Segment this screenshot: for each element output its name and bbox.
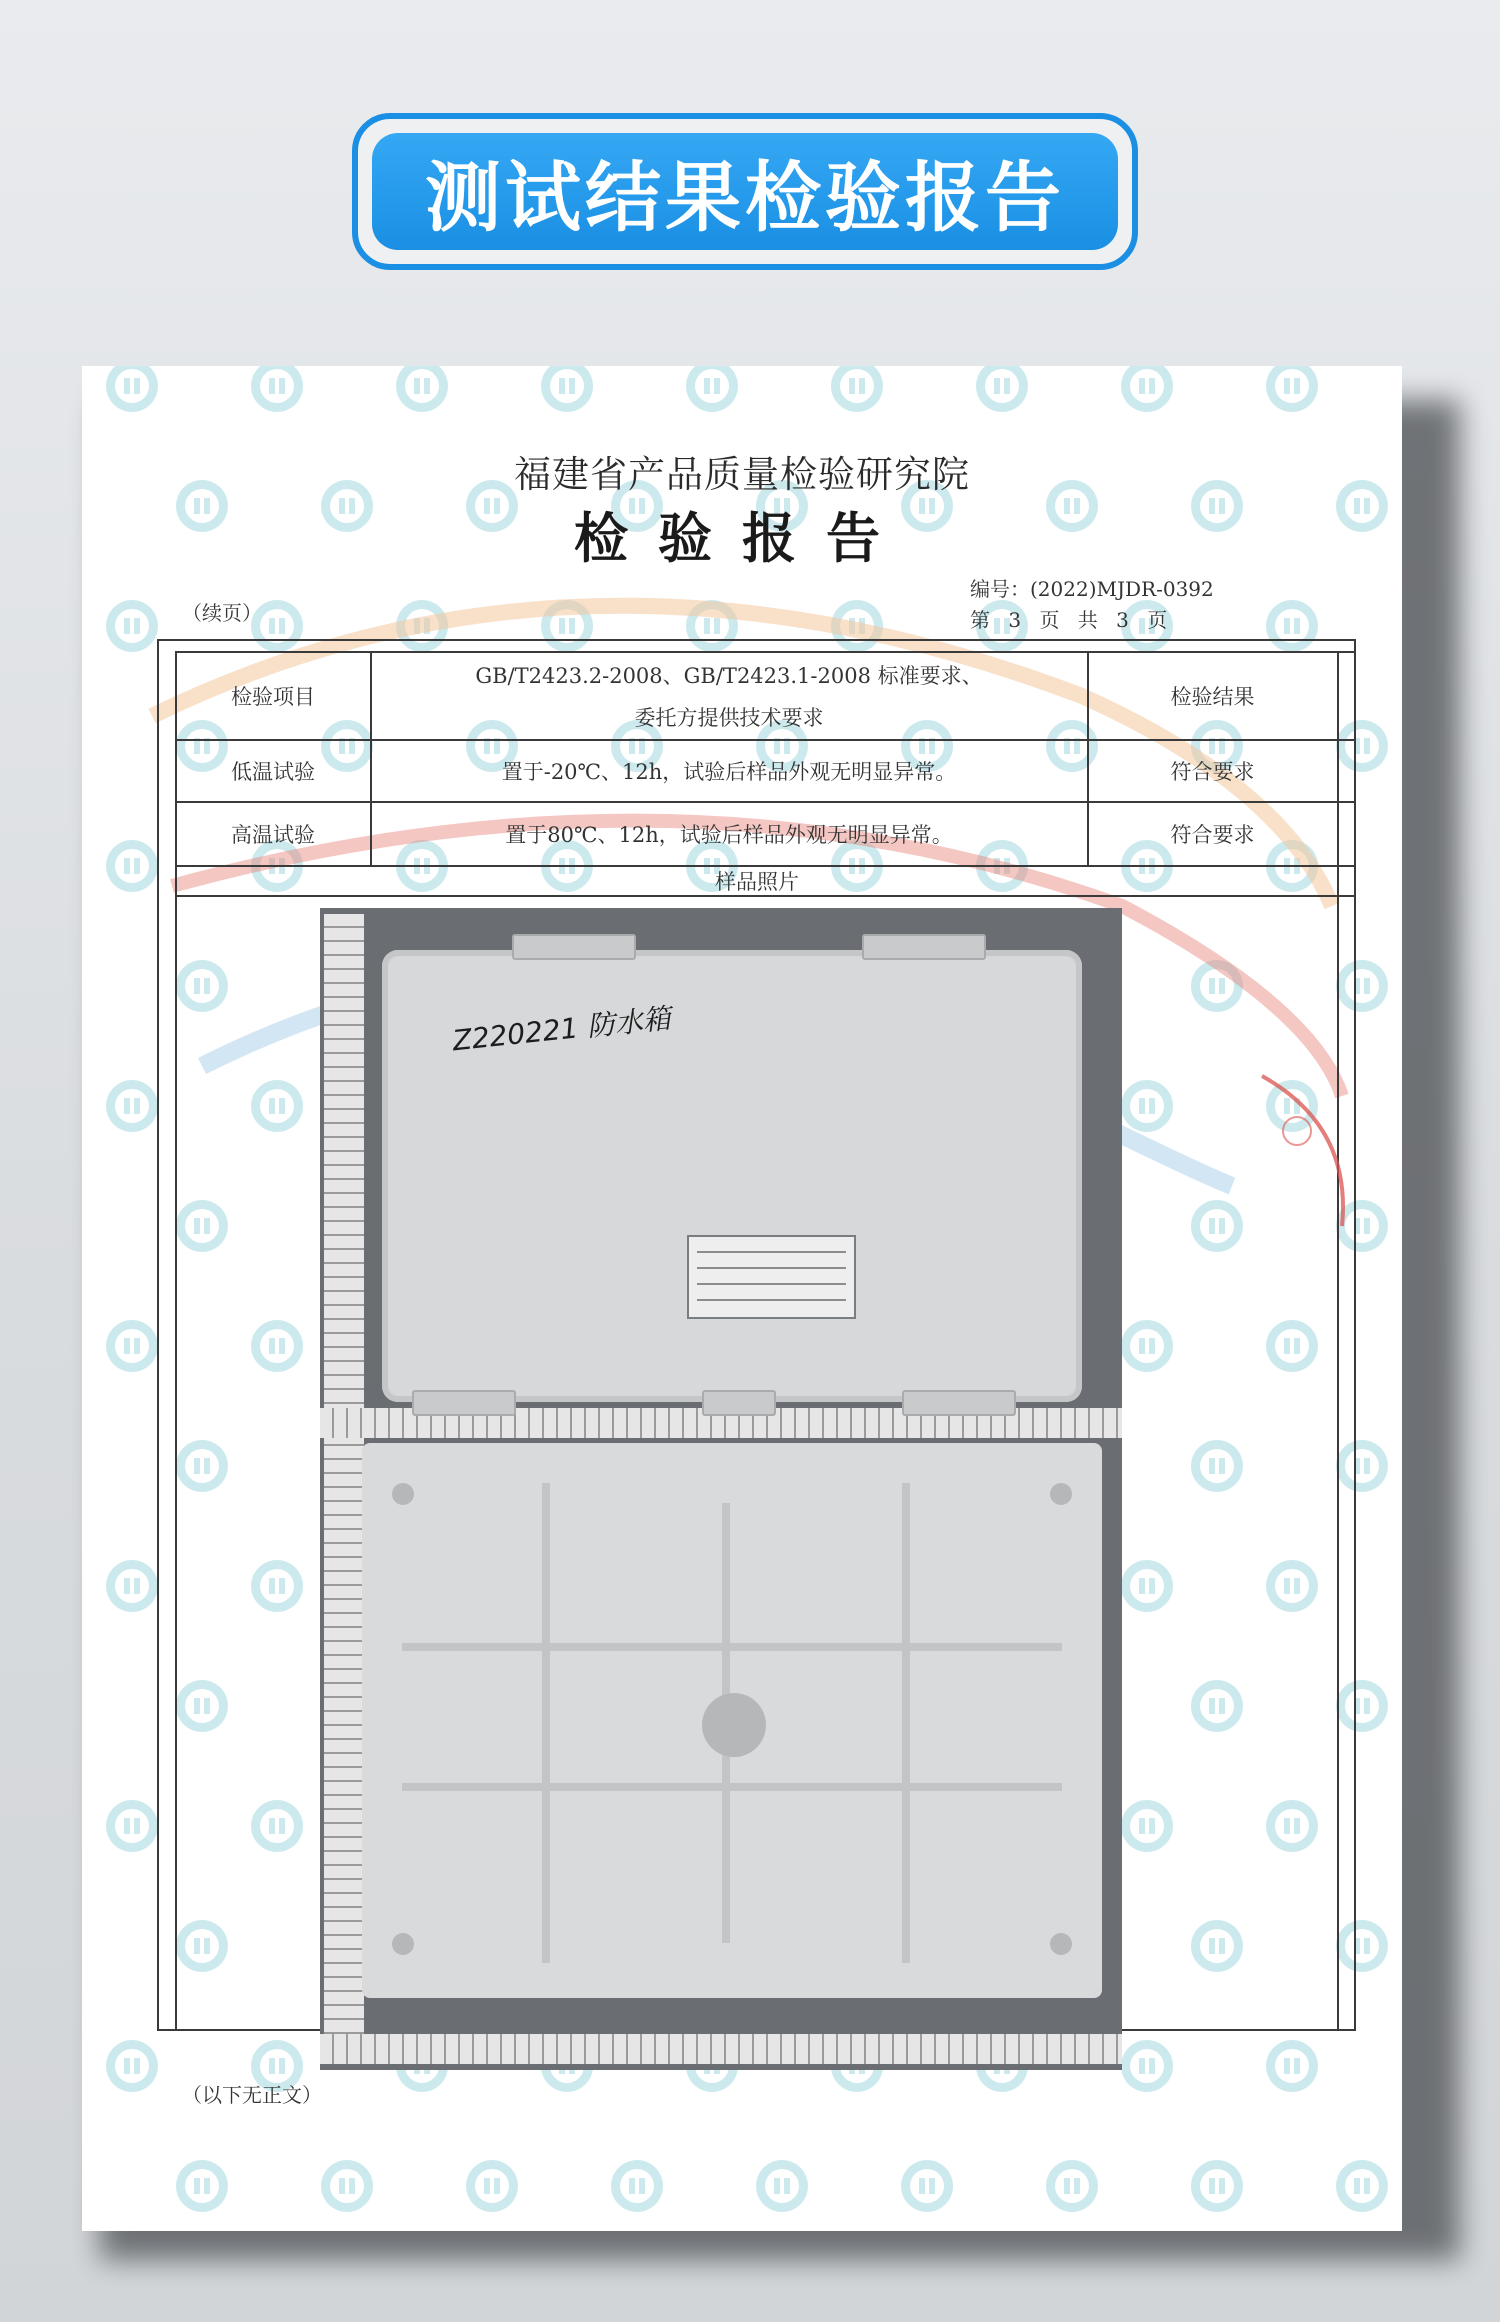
title-banner-fill bbox=[372, 133, 1118, 250]
header-standard-line2: 委托方提供技术要求 bbox=[634, 706, 824, 730]
row-result: 符合要求 bbox=[1170, 823, 1255, 847]
title-banner bbox=[352, 113, 1138, 270]
waterproof-box-lid bbox=[382, 950, 1082, 1402]
sample-photo bbox=[320, 908, 1122, 2070]
latch bbox=[702, 1390, 776, 1416]
ruler-horizontal-bottom bbox=[320, 2034, 1122, 2064]
row-requirement: 置于80℃、12h，试验后样品外观无明显异常。 bbox=[505, 823, 953, 847]
row-item: 高温试验 bbox=[231, 823, 315, 847]
ruler-vertical bbox=[324, 914, 364, 2064]
row-requirement: 置于-20℃、12h，试验后样品外观无明显异常。 bbox=[501, 760, 957, 784]
waterproof-box-base bbox=[362, 1443, 1102, 1998]
banner-title: 测试结果检验报告 bbox=[425, 153, 1065, 242]
page-info: 第 3 页 共 3 页 bbox=[970, 608, 1174, 632]
institute-name: 福建省产品质量检验研究院 bbox=[514, 453, 970, 496]
continued-label: （续页） bbox=[182, 601, 262, 625]
report-page bbox=[82, 366, 1402, 2231]
row-item: 低温试验 bbox=[231, 760, 315, 784]
stamp-seal bbox=[1242, 1066, 1372, 1236]
header-standard-line1: GB/T2423.2-2008、GB/T2423.1-2008 标准要求、 bbox=[475, 664, 983, 688]
report-number: 编号：(2022)MJDR-0392 bbox=[970, 577, 1214, 601]
sample-handwriting: Z220221 防水箱 bbox=[451, 1001, 673, 1058]
photo-caption: 样品照片 bbox=[715, 870, 799, 894]
row-result: 符合要求 bbox=[1170, 760, 1255, 784]
header-item: 检验项目 bbox=[231, 685, 315, 709]
header-result: 检验结果 bbox=[1170, 685, 1255, 709]
latch bbox=[862, 934, 986, 960]
latch bbox=[512, 934, 636, 960]
latch bbox=[412, 1390, 516, 1416]
end-of-text-note: （以下无正文） bbox=[182, 2083, 322, 2107]
latch bbox=[902, 1390, 1016, 1416]
report-title: 检验报告 bbox=[574, 506, 910, 570]
sample-label bbox=[687, 1235, 856, 1319]
